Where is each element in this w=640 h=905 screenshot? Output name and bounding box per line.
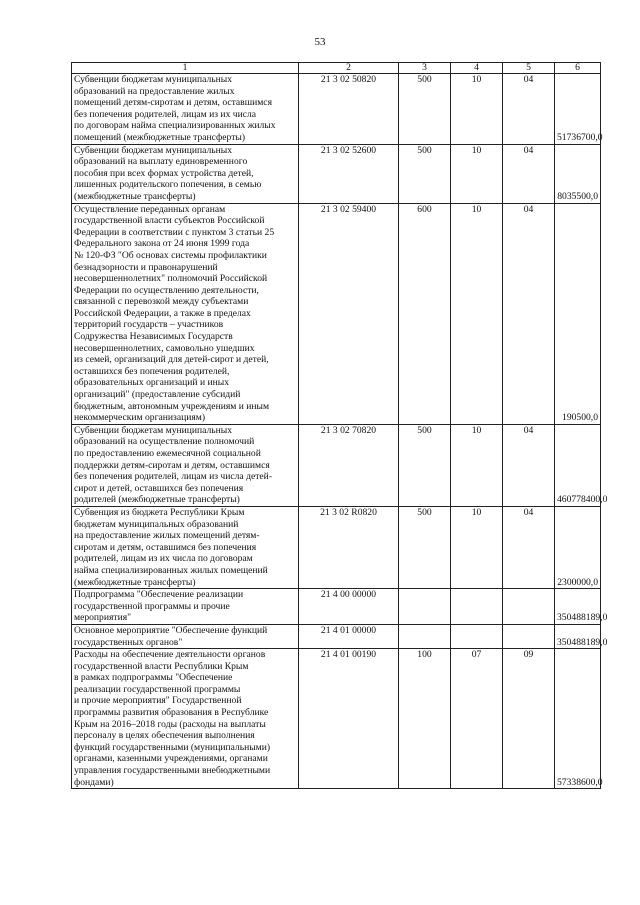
row-code: 21 3 02 R0820 — [299, 506, 399, 588]
row-col5: 04 — [503, 424, 555, 506]
table-row — [72, 203, 601, 424]
row-col5: 04 — [503, 74, 555, 145]
row-description: Субвенции бюджетам муниципальных образований на выплату единовременного пособия при всех формах устройства детей, лишенных родительского попечения, в семью (межбюджетные трансферты) — [72, 144, 299, 203]
row-code: 21 4 01 00190 — [299, 649, 399, 789]
row-description: Подпрограмма "Обеспечение реализации государственной программы и прочие мероприятия" — [72, 589, 299, 625]
row-code: 21 4 01 00000 — [299, 624, 399, 648]
row-col5: 04 — [503, 203, 555, 424]
row-col5: 04 — [503, 506, 555, 588]
row-col5: 09 — [503, 649, 555, 789]
table-row — [72, 144, 601, 203]
row-col3: 500 — [399, 144, 451, 203]
row-col5: 04 — [503, 144, 555, 203]
row-col3: 500 — [399, 506, 451, 588]
row-col3: 500 — [399, 424, 451, 506]
row-col3 — [399, 589, 451, 625]
row-amount: 51736700,0 — [555, 74, 601, 145]
column-header: 6 — [555, 63, 601, 74]
row-description: Расходы на обеспечение деятельности органов государственной власти Республики Крым в рамках подпрограммы "Обеспечение реализации государственной программы и прочие мероприятия" Государственной программы развития образования в Республике Крым на 2016–2018 годы (расходы на выплаты персоналу в целях обеспечения выполнения функций государственными (муниципальными) органами, казенными учреждениями, органами управления государственными внебюджетными фондами) — [72, 649, 299, 789]
page-number: 53 — [314, 36, 326, 48]
budget-table — [71, 62, 608, 789]
row-code: 21 3 02 52600 — [299, 144, 399, 203]
row-amount: 8035500,0 — [555, 144, 601, 203]
row-code: 21 3 02 70820 — [299, 424, 399, 506]
row-code: 21 3 02 50820 — [299, 74, 399, 145]
row-col4 — [451, 589, 503, 625]
row-amount: 460778400,0 — [555, 424, 601, 506]
table-header-row — [72, 63, 601, 74]
row-code: 21 4 00 00000 — [299, 589, 399, 625]
row-col3: 100 — [399, 649, 451, 789]
row-col4: 10 — [451, 144, 503, 203]
row-col3: 600 — [399, 203, 451, 424]
row-col4 — [451, 624, 503, 648]
row-description: Субвенция из бюджета Республики Крым бюджетам муниципальных образований на предоставление жилых помещений детям- сиротам и детям, оставшимся без попечения родителей, лицам из их числа по договорам найма специализированных жилых помещений (межбюджетные трансферты) — [72, 506, 299, 588]
row-description: Субвенции бюджетам муниципальных образований на предоставление жилых помещений детям-сиротам и детям, оставшимся без попечения родителей, лицам из их числа по договорам найма специализированных жилых помещений (межбюджетные трансферты) — [72, 74, 299, 145]
table-row — [72, 624, 601, 648]
table-row — [72, 74, 601, 145]
row-col4: 10 — [451, 506, 503, 588]
row-amount: 190500,0 — [555, 203, 601, 424]
column-header: 1 — [72, 63, 299, 74]
row-amount: 350488189,0 — [555, 624, 601, 648]
row-description: Субвенции бюджетам муниципальных образований на осуществление полномочий по предоставлению ежемесячной социальной поддержки детям-сиротам и детям, оставшимся без попечения родителей, лицам из числа детей- сирот и детей, оставшихся без попечения родителей (межбюджетные трансферты) — [72, 424, 299, 506]
column-header: 5 — [503, 63, 555, 74]
row-col4: 10 — [451, 203, 503, 424]
row-col5 — [503, 624, 555, 648]
row-col5 — [503, 589, 555, 625]
row-amount: 57338600,0 — [555, 649, 601, 789]
row-amount: 350488189,0 — [555, 589, 601, 625]
row-col4: 07 — [451, 649, 503, 789]
table-row — [72, 506, 601, 588]
table-row — [72, 589, 601, 625]
table-row — [72, 649, 601, 789]
row-col3 — [399, 624, 451, 648]
row-col4: 10 — [451, 74, 503, 145]
row-description: Осуществление переданных органам государственной власти субъектов Российской Федерации в соответствии с пунктом 3 статьи 25 Федерального закона от 24 июня 1999 года № 120-ФЗ "Об основах системы профилактики безнадзорности и правонарушений несовершеннолетних" полномочий Российской Федерации по осуществлению деятельности, связанной с перевозкой между субъектами Российской Федерации, а также в пределах территорий государств – участников Содружества Независимых Государств несовершеннолетних, самовольно ушедших из семей, организаций для детей-сирот и детей, оставшихся без попечения родителей, образовательных организаций и иных организаций" (предоставление субсидий бюджетным, автономным учреждениям и иным некоммерческим организациям) — [72, 203, 299, 424]
column-header: 3 — [399, 63, 451, 74]
row-description: Основное мероприятие "Обеспечение функций государственных органов" — [72, 624, 299, 648]
row-code: 21 3 02 59400 — [299, 203, 399, 424]
table-row — [72, 424, 601, 506]
row-col4: 10 — [451, 424, 503, 506]
row-amount: 2300000,0 — [555, 506, 601, 588]
row-col3: 500 — [399, 74, 451, 145]
column-header: 2 — [299, 63, 399, 74]
column-header: 4 — [451, 63, 503, 74]
